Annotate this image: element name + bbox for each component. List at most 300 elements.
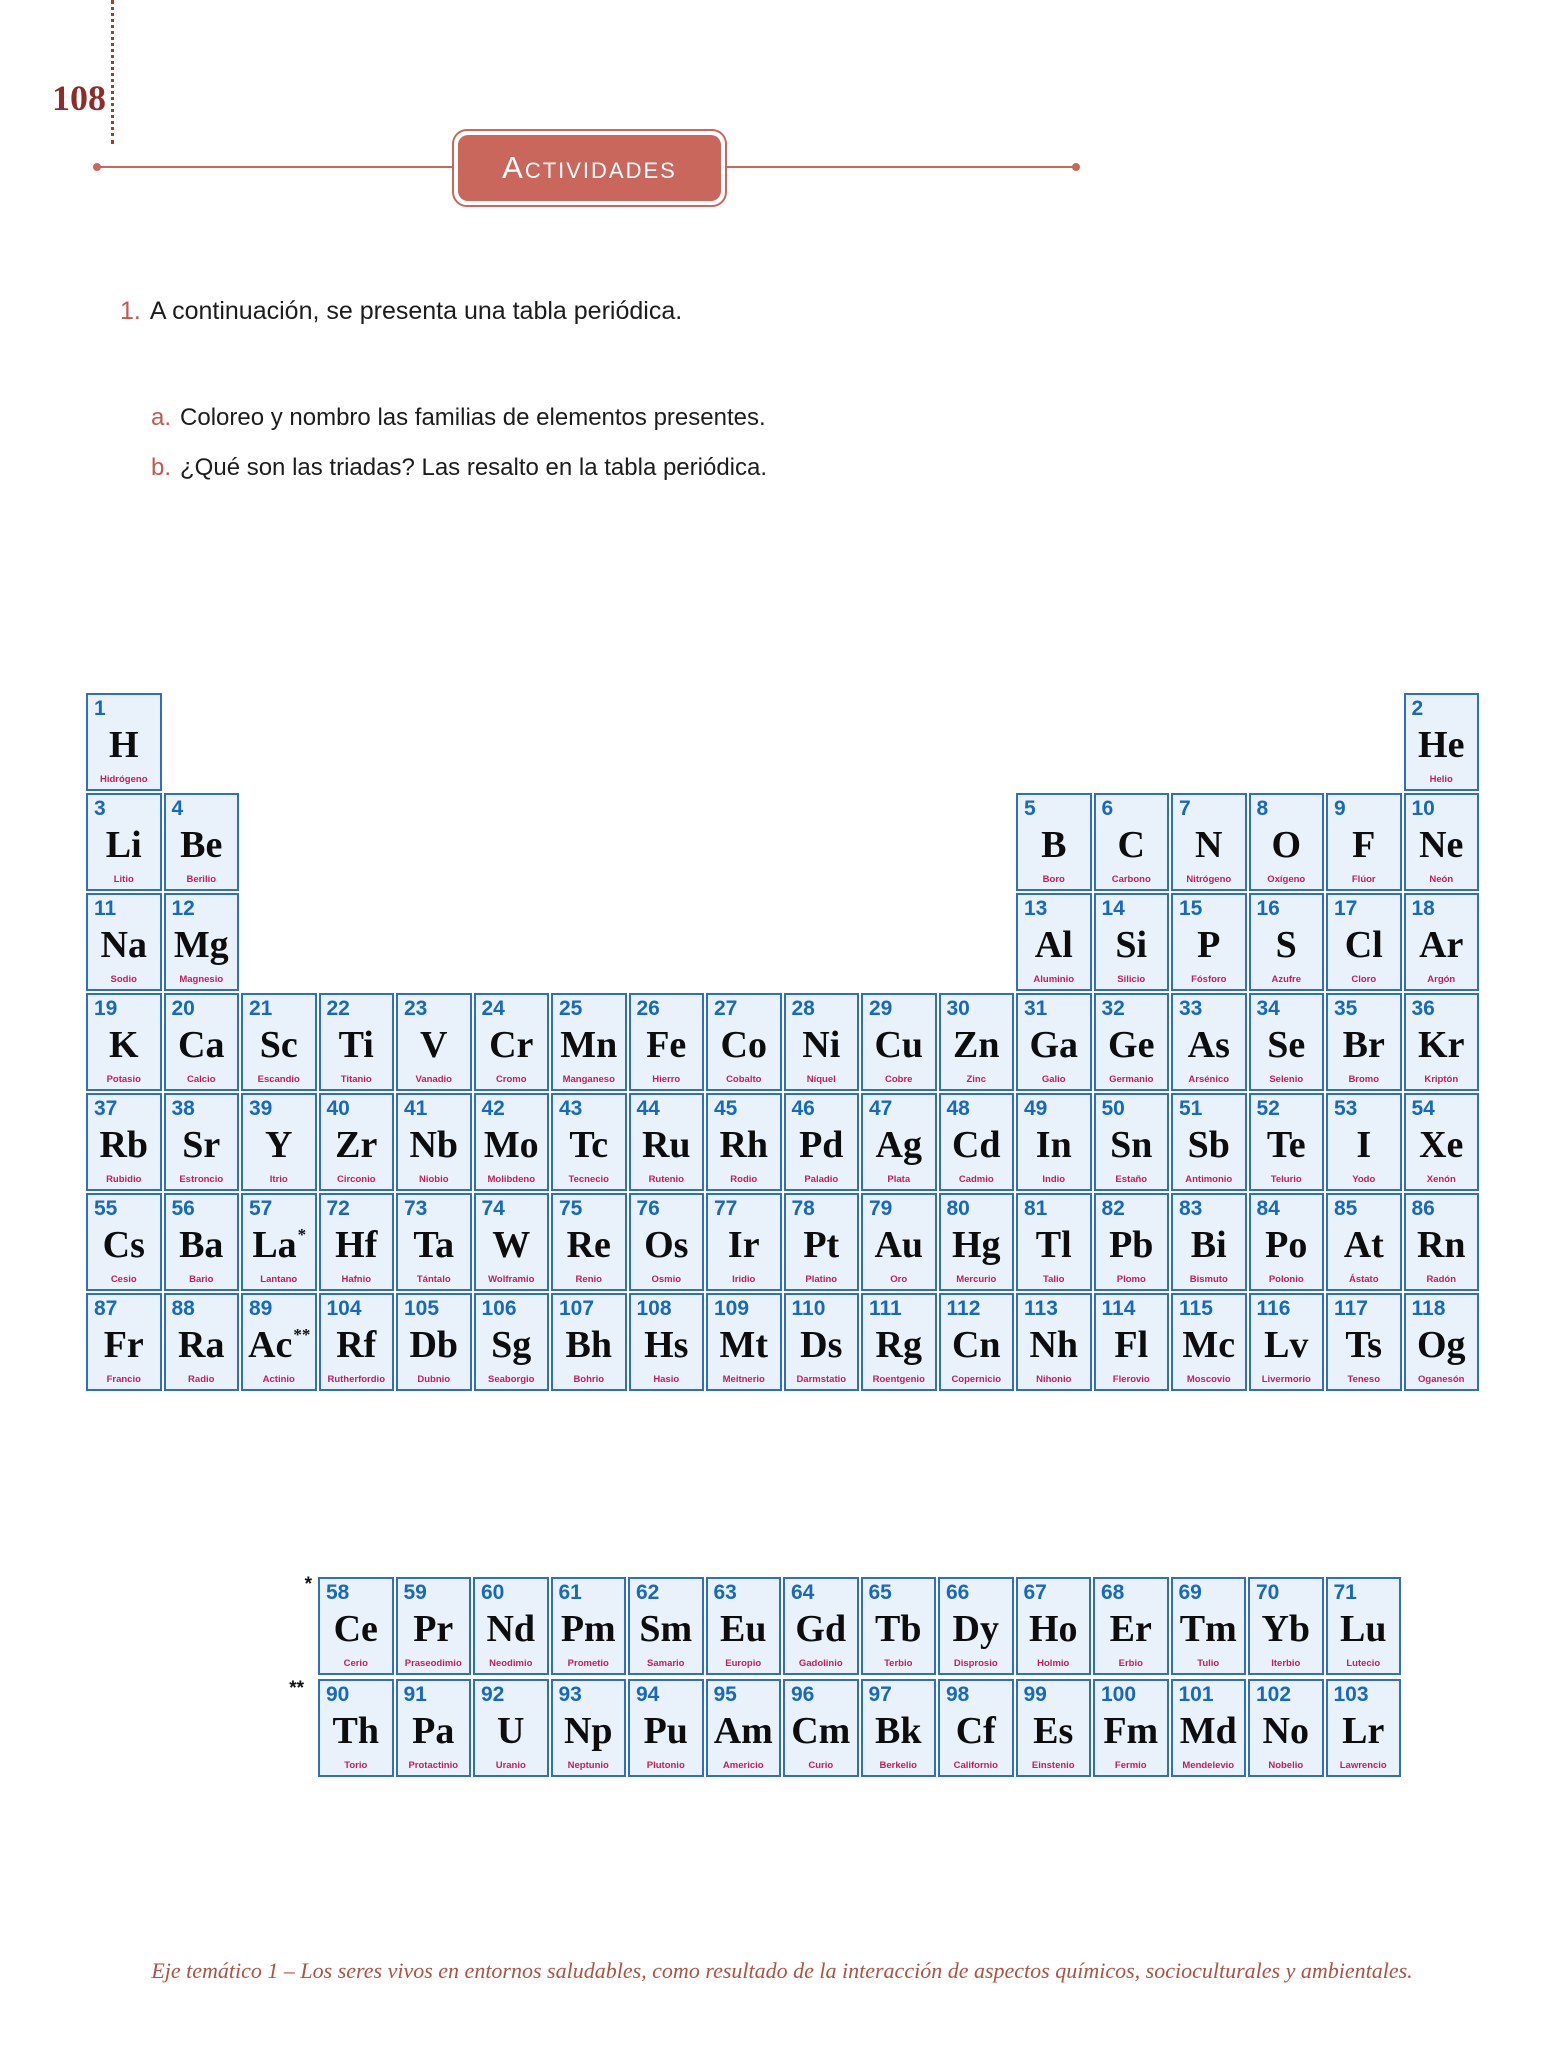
element-name: Fósforo (1191, 973, 1227, 985)
atomic-number: 89 (249, 1297, 273, 1320)
element-cell-Ac (241, 1293, 317, 1391)
element-cell-Zn (939, 993, 1015, 1091)
element-symbol: Sb (1187, 1124, 1230, 1167)
actividades-badge (452, 129, 727, 207)
element-symbol: Sn (1110, 1124, 1153, 1167)
element-name: Azufre (1271, 973, 1302, 985)
atomic-number: 15 (1179, 897, 1203, 920)
element-cell-Te (1249, 1093, 1325, 1191)
atomic-number: 61 (558, 1581, 582, 1604)
element-symbol: Pu (643, 1710, 688, 1753)
element-cell-K (86, 993, 162, 1091)
element-symbol: Mg (173, 924, 229, 967)
activity-subitem-b-label: b. (151, 454, 172, 481)
atomic-number: 108 (636, 1297, 672, 1320)
element-cell-V (396, 993, 472, 1091)
atomic-number: 52 (1256, 1097, 1280, 1120)
element-name: Cerio (343, 1657, 368, 1669)
atomic-number: 51 (1179, 1097, 1203, 1120)
element-name: Kriptón (1424, 1073, 1459, 1085)
atomic-number: 59 (403, 1581, 427, 1604)
atomic-number: 36 (1411, 997, 1435, 1020)
element-symbol: Br (1342, 1024, 1385, 1067)
atomic-number: 11 (94, 897, 117, 920)
element-name: Lutecio (1346, 1657, 1381, 1669)
element-name: Galio (1041, 1073, 1066, 1085)
element-cell-Cu (861, 993, 937, 1091)
element-name: Fermio (1114, 1759, 1147, 1771)
atomic-number: 95 (713, 1683, 737, 1706)
element-name: Vanadio (415, 1073, 452, 1085)
element-symbol: Se (1267, 1024, 1306, 1067)
element-symbol: He (1418, 724, 1465, 767)
atomic-number: 98 (946, 1683, 970, 1706)
activity-subitem-a-label: a. (151, 404, 172, 431)
element-symbol: In (1035, 1124, 1072, 1167)
element-cell-Mc (1171, 1293, 1247, 1391)
element-symbol: N (1195, 824, 1223, 867)
divider-dot-right (1072, 163, 1080, 171)
atomic-number: 90 (326, 1683, 350, 1706)
element-cell-Bk (861, 1679, 937, 1777)
element-name: Uranio (495, 1759, 526, 1771)
element-name: Nobelio (1268, 1759, 1304, 1771)
atomic-number: 44 (636, 1097, 660, 1120)
element-symbol: P (1197, 924, 1221, 967)
element-cell-Lv (1249, 1293, 1325, 1391)
element-cell-Rf (319, 1293, 395, 1391)
atomic-number: 53 (1334, 1097, 1358, 1120)
element-symbol: Db (409, 1324, 459, 1367)
atomic-number: 35 (1334, 997, 1358, 1020)
element-name: Dubnio (417, 1373, 451, 1385)
element-symbol: Pm (560, 1608, 616, 1651)
activity-subitem-a-text: Coloreo y nombro las familias de elementos presentes. (180, 404, 766, 431)
element-name: Prometio (567, 1657, 609, 1669)
atomic-number: 80 (946, 1197, 970, 1220)
element-symbol: Po (1265, 1224, 1308, 1267)
element-name: Livermorio (1261, 1373, 1311, 1385)
element-name: Rubidio (106, 1173, 142, 1185)
element-symbol: Dy (952, 1608, 999, 1651)
element-symbol: K (108, 1024, 139, 1067)
element-name: Radón (1426, 1273, 1457, 1285)
activity-item-1 (120, 295, 682, 328)
element-name: Neón (1429, 873, 1454, 885)
atomic-number: 100 (1101, 1683, 1137, 1706)
element-name: Americio (722, 1759, 764, 1771)
element-symbol: Gd (795, 1608, 847, 1651)
element-name: Terbio (884, 1657, 913, 1669)
element-name: Polonio (1268, 1273, 1304, 1285)
element-symbol: Ag (875, 1124, 922, 1167)
element-name: Curio (808, 1759, 834, 1771)
element-cell-Pr (396, 1577, 472, 1675)
element-symbol: Lr (1342, 1710, 1385, 1753)
element-cell-Sg (474, 1293, 550, 1391)
atomic-number: 99 (1023, 1683, 1047, 1706)
element-cell-Be (164, 793, 240, 891)
atomic-number: 92 (481, 1683, 505, 1706)
element-cell-Mo (474, 1093, 550, 1191)
element-symbol: Og (1416, 1324, 1466, 1367)
element-cell-Ag (861, 1093, 937, 1191)
element-cell-Hs (629, 1293, 705, 1391)
element-name: Osmio (651, 1273, 682, 1285)
element-cell-Mt (706, 1293, 782, 1391)
element-symbol: Kr (1418, 1024, 1465, 1067)
element-cell-Tl (1016, 1193, 1092, 1291)
atomic-number: 106 (481, 1297, 517, 1320)
element-symbol: Ne (1419, 824, 1464, 867)
element-name: Cromo (495, 1073, 527, 1085)
element-cell-Kr (1404, 993, 1480, 1091)
element-symbol: At (1343, 1224, 1384, 1267)
element-name: Helio (1429, 773, 1453, 785)
element-cell-Xe (1404, 1093, 1480, 1191)
atomic-number: 117 (1334, 1297, 1368, 1320)
atomic-number: 54 (1411, 1097, 1435, 1120)
element-cell-Cf (938, 1679, 1014, 1777)
footer-theme-text: Eje temático 1 – Los seres vivos en entornos saludables, como resultado de la interacción de aspectos químicos, socioculturales y ambientales. (151, 1958, 1413, 1983)
element-symbol: S (1275, 924, 1297, 967)
atomic-number: 26 (636, 997, 660, 1020)
element-name: Estroncio (179, 1173, 224, 1185)
element-symbol: Tm (1179, 1608, 1237, 1651)
element-cell-Ti (319, 993, 395, 1091)
actinide-marker: ** (289, 1678, 304, 1699)
element-name: Flerovio (1112, 1373, 1150, 1385)
atomic-number: 96 (791, 1683, 815, 1706)
element-symbol: Er (1109, 1608, 1152, 1651)
element-symbol: Cl (1344, 924, 1383, 967)
atomic-number: 43 (559, 1097, 583, 1120)
atomic-number: 6 (1101, 797, 1114, 820)
element-name: Nihonio (1036, 1373, 1072, 1385)
element-cell-Ir (706, 1193, 782, 1291)
atomic-number: 17 (1334, 897, 1358, 920)
element-name: Calcio (186, 1073, 216, 1085)
atomic-number: 21 (249, 997, 273, 1020)
element-cell-Es (1016, 1679, 1092, 1777)
element-cell-Y (241, 1093, 317, 1191)
element-cell-Er (1093, 1577, 1169, 1675)
element-cell-W (474, 1193, 550, 1291)
element-symbol: Bi (1190, 1224, 1227, 1267)
element-symbol: Rb (99, 1124, 149, 1167)
activity-item-1-text: A continuación, se presenta una tabla periódica. (149, 297, 683, 325)
element-symbol: Ce (333, 1608, 378, 1651)
element-name: Protactinio (408, 1759, 459, 1771)
element-cell-Lu (1326, 1577, 1402, 1675)
element-cell-Ra (164, 1293, 240, 1391)
element-name: Titanio (340, 1073, 372, 1085)
element-cell-Bi (1171, 1193, 1247, 1291)
element-name: Lawrencio (1339, 1759, 1387, 1771)
element-name: Boro (1042, 873, 1065, 885)
element-symbol: Ta (413, 1224, 455, 1267)
element-name: Manganeso (562, 1073, 615, 1085)
element-cell-Og (1404, 1293, 1480, 1391)
element-symbol: Rg (875, 1324, 922, 1367)
element-symbol: W (492, 1224, 531, 1267)
element-cell-Se (1249, 993, 1325, 1091)
element-symbol: Si (1115, 924, 1148, 967)
element-cell-Ce (318, 1577, 394, 1675)
element-cell-Po (1249, 1193, 1325, 1291)
element-name: Darmstatio (796, 1373, 847, 1385)
atomic-number: 29 (869, 997, 893, 1020)
element-name: Hasio (653, 1373, 680, 1385)
element-symbol: Os (644, 1224, 689, 1267)
element-name: Yodo (1352, 1173, 1376, 1185)
element-cell-Cs (86, 1193, 162, 1291)
element-cell-Ga (1016, 993, 1092, 1091)
element-name: Wolframio (488, 1273, 535, 1285)
atomic-number: 118 (1411, 1297, 1446, 1320)
element-cell-B (1016, 793, 1092, 891)
element-symbol: Sc (259, 1024, 298, 1067)
element-symbol: Ca (178, 1024, 225, 1067)
atomic-number: 25 (559, 997, 583, 1020)
element-symbol: Pt (803, 1224, 840, 1267)
element-cell-Hf (319, 1193, 395, 1291)
element-symbol: Ds (800, 1324, 843, 1367)
element-cell-Hg (939, 1193, 1015, 1291)
element-symbol: Fl (1114, 1324, 1149, 1367)
element-symbol: As (1187, 1024, 1230, 1067)
element-cell-Rb (86, 1093, 162, 1191)
element-cell-La (241, 1193, 317, 1291)
element-cell-Ds (784, 1293, 860, 1391)
element-name: Tántalo (416, 1273, 451, 1285)
symbol-reference-mark: * (297, 1224, 307, 1244)
element-symbol: Nh (1029, 1324, 1079, 1367)
element-symbol: Th (332, 1710, 379, 1753)
element-symbol: H (108, 724, 139, 767)
element-cell-P (1171, 893, 1247, 991)
atomic-number: 71 (1333, 1581, 1357, 1604)
element-symbol: Pr (413, 1608, 454, 1651)
element-cell-Ge (1094, 993, 1170, 1091)
atomic-number: 103 (1333, 1683, 1369, 1706)
element-name: Tulio (1197, 1657, 1220, 1669)
element-symbol: Tb (875, 1608, 922, 1651)
atomic-number: 84 (1256, 1197, 1280, 1220)
element-cell-Md (1171, 1679, 1247, 1777)
element-name: Carbono (1111, 873, 1151, 885)
element-symbol: Lv (1264, 1324, 1309, 1367)
element-name: Bario (189, 1273, 214, 1285)
element-cell-Cn (939, 1293, 1015, 1391)
element-name: Bohrio (573, 1373, 605, 1385)
atomic-number: 28 (791, 997, 815, 1020)
element-cell-Yb (1248, 1577, 1324, 1675)
element-symbol: Yb (1261, 1608, 1311, 1651)
element-name: Roentgenio (872, 1373, 925, 1385)
atomic-number: 67 (1023, 1581, 1047, 1604)
element-cell-No (1248, 1679, 1324, 1777)
atomic-number: 33 (1179, 997, 1203, 1020)
element-name: Mendelevio (1182, 1759, 1235, 1771)
atomic-number: 81 (1024, 1197, 1048, 1220)
element-cell-Zr (319, 1093, 395, 1191)
atomic-number: 55 (94, 1197, 118, 1220)
element-symbol: Hg (951, 1224, 1001, 1267)
atomic-number: 63 (713, 1581, 737, 1604)
element-cell-S (1249, 893, 1325, 991)
element-symbol: La * (252, 1224, 307, 1267)
element-symbol: Nb (409, 1124, 459, 1167)
element-name: Oganesón (1418, 1373, 1465, 1385)
element-cell-Mg (164, 893, 240, 991)
element-symbol: Ar (1419, 924, 1464, 967)
element-name: Europio (725, 1657, 762, 1669)
atomic-number: 31 (1024, 997, 1048, 1020)
element-symbol: Cn (951, 1324, 1001, 1367)
element-name: Circonio (336, 1173, 376, 1185)
atomic-number: 7 (1179, 797, 1191, 820)
atomic-number: 39 (249, 1097, 273, 1120)
element-cell-Au (861, 1193, 937, 1291)
element-symbol: Be (180, 824, 223, 867)
element-cell-Ca (164, 993, 240, 1091)
atomic-number: 12 (171, 897, 195, 920)
atomic-number: 86 (1411, 1197, 1435, 1220)
element-name: Zinc (966, 1073, 987, 1085)
atomic-number: 37 (94, 1097, 118, 1120)
element-cell-H (86, 693, 162, 791)
atomic-number: 46 (791, 1097, 815, 1120)
element-name: Hafnio (341, 1273, 372, 1285)
element-name: Escandio (257, 1073, 300, 1085)
element-symbol: Mc (1182, 1324, 1236, 1367)
atomic-number: 34 (1256, 997, 1280, 1020)
atomic-number: 104 (326, 1297, 362, 1320)
element-name: Teneso (1347, 1373, 1381, 1385)
atomic-number: 82 (1101, 1197, 1125, 1220)
element-symbol: Hs (644, 1324, 689, 1367)
element-cell-Nd (473, 1577, 549, 1675)
element-symbol: Ni (802, 1024, 841, 1067)
element-cell-Tb (861, 1577, 937, 1675)
element-symbol: Tc (569, 1124, 609, 1167)
element-symbol: Zn (953, 1024, 1000, 1067)
periodic-table-main (86, 693, 1479, 1391)
element-name: Aluminio (1033, 973, 1075, 985)
element-name: Itrio (269, 1173, 288, 1185)
element-name: Tecnecio (568, 1173, 609, 1185)
element-name: Berilio (186, 873, 217, 885)
atomic-number: 14 (1101, 897, 1125, 920)
element-symbol: Fm (1103, 1710, 1159, 1753)
element-name: Níquel (806, 1073, 836, 1085)
element-name: Francio (106, 1373, 141, 1385)
atomic-number: 111 (869, 1297, 902, 1320)
element-cell-Ts (1326, 1293, 1402, 1391)
element-name: Radio (188, 1373, 215, 1385)
element-name: Xenón (1426, 1173, 1456, 1185)
atomic-number: 18 (1411, 897, 1435, 920)
element-symbol: Ts (1345, 1324, 1383, 1367)
element-cell-Si (1094, 893, 1170, 991)
atomic-number: 48 (946, 1097, 970, 1120)
element-cell-Db (396, 1293, 472, 1391)
element-symbol: Ba (179, 1224, 224, 1267)
atomic-number: 88 (171, 1297, 195, 1320)
element-name: Lantano (260, 1273, 298, 1285)
element-symbol: Y (265, 1124, 293, 1167)
element-cell-O (1249, 793, 1325, 891)
element-name: Cesio (110, 1273, 137, 1285)
element-name: Renio (575, 1273, 602, 1285)
element-name: Sodio (110, 973, 137, 985)
atomic-number: 76 (636, 1197, 660, 1220)
element-cell-Sr (164, 1093, 240, 1191)
atomic-number: 22 (326, 997, 350, 1020)
atomic-number: 94 (636, 1683, 660, 1706)
element-name: Bismuto (1189, 1273, 1228, 1285)
atomic-number: 110 (791, 1297, 826, 1320)
element-name: Praseodimio (404, 1657, 462, 1669)
element-name: Molibdeno (487, 1173, 535, 1185)
atomic-number: 45 (714, 1097, 738, 1120)
element-cell-Mn (551, 993, 627, 1091)
element-symbol: Pb (1109, 1224, 1154, 1267)
element-name: Litio (113, 873, 134, 885)
element-symbol: Mn (560, 1024, 618, 1067)
element-cell-Fr (86, 1293, 162, 1391)
element-name: Magnesio (179, 973, 224, 985)
activity-subitem-b (151, 452, 767, 483)
atomic-number: 3 (94, 797, 106, 820)
element-name: Torio (344, 1759, 368, 1771)
element-cell-Ru (629, 1093, 705, 1191)
element-name: Berkelio (879, 1759, 917, 1771)
atomic-number: 68 (1101, 1581, 1125, 1604)
element-name: Disprosio (953, 1657, 998, 1669)
atomic-number: 72 (326, 1197, 350, 1220)
element-name: Selenio (1269, 1073, 1304, 1085)
element-cell-Nb (396, 1093, 472, 1191)
actividades-badge-label: Actividades (458, 135, 721, 201)
element-name: Gadolinio (798, 1657, 843, 1669)
element-name: Potasio (106, 1073, 141, 1085)
atomic-number: 49 (1024, 1097, 1048, 1120)
element-symbol: Zr (335, 1124, 378, 1167)
atomic-number: 56 (171, 1197, 195, 1220)
element-symbol: Cu (874, 1024, 924, 1067)
element-cell-N (1171, 793, 1247, 891)
atomic-number: 4 (171, 797, 184, 820)
element-symbol: Sg (491, 1324, 532, 1367)
atomic-number: 42 (481, 1097, 505, 1120)
element-name: Rodio (730, 1173, 758, 1185)
atomic-number: 5 (1024, 797, 1036, 820)
element-name: Plutonio (646, 1759, 685, 1771)
element-symbol: Au (874, 1224, 924, 1267)
atomic-number: 57 (249, 1197, 273, 1220)
atomic-number: 40 (326, 1097, 350, 1120)
element-name: Iridio (732, 1273, 756, 1285)
element-cell-Np (551, 1679, 627, 1777)
atomic-number: 50 (1101, 1097, 1125, 1120)
element-name: Rutenio (648, 1173, 684, 1185)
element-cell-Ar (1404, 893, 1480, 991)
element-name: Cobalto (726, 1073, 762, 1085)
element-name: Iterbio (1271, 1657, 1301, 1669)
element-symbol: Li (105, 824, 142, 867)
